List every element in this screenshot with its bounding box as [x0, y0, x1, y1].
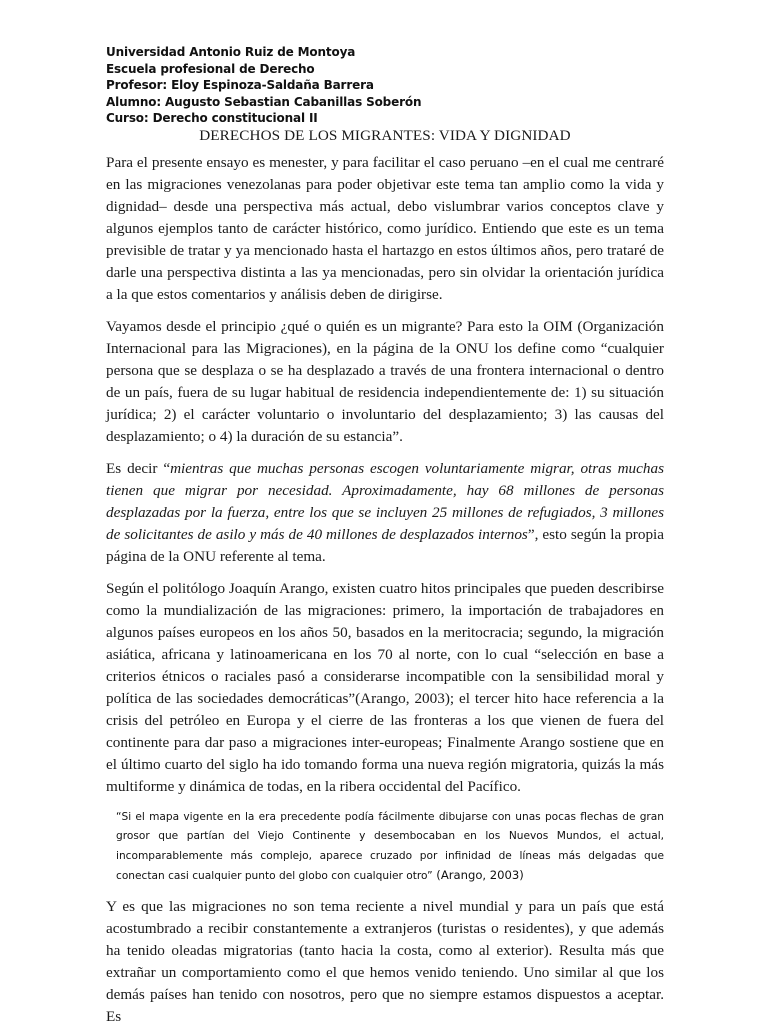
paragraph-migrant-definition: Vayamos desde el principio ¿qué o quién es un migrante? Para esto la OIM (Organización Internacional para las Migraciones), en la página de la ONU los define como “cualquier persona que se desplaza o se ha desplazado a través de una frontera internacional o dentro de un país, fuera de su lugar habitual de residencia independientemente de: 1) su situación jurídica; 2) el carácter voluntario o involuntario del desplazamiento; 3) las causas del desplazamiento; o 4) la duración de su estancia”.: [106, 317, 664, 445]
course-name: Curso: Derecho constitucional II: [106, 111, 318, 125]
document-title: DERECHOS DE LOS MIGRANTES: VIDA Y DIGNIDAD: [199, 126, 571, 144]
italic-quotation: mientras que muchas personas escogen voluntariamente migrar, otras muchas tienen que migrar por necesidad. Aproximadamente, hay 68 millones de personas desplazadas por la fuerza, entre los que se incluyen 25 millones de refugiados, 3 millones de solicitantes de asilo y más de 40 millones de desplazados internos: [106, 459, 664, 543]
paragraph-conclusion: Y es que las migraciones no son tema reciente a nivel mundial y para un país que está acostumbrado a recibir constantemente a extranjeros (turistas o residentes), y que además ha tenido oleadas migratorias (tanto hacia la costa, como al exterior). Resulta más que extrañar un comportamiento como el que hemos venido teniendo. Uno similar al que los demás países han tenido con nosotros, pero que no siempre estamos dispuestos a aceptar. Es: [106, 897, 664, 1025]
quote-citation: (Arango, 2003): [432, 868, 524, 883]
university-name: Universidad Antonio Ruiz de Montoya: [106, 45, 356, 59]
paragraph-arango-milestones: Según el politólogo Joaquín Arango, existen cuatro hitos principales que pueden describirse como la mundialización de las migraciones: primero, la importación de trabajadores en algunos países europeos en los años 50, basados en la meritocracia; segundo, la migración asiática, africana y latinoamericana en los 70 al norte, con lo cual “selección en base a criterios étnicos o raciales pasó a considerarse incompatible con la sensibilidad moral y política de las sociedades democráticas”(Arango, 2003); el tercer hito hace referencia a la crisis del petróleo en Europa y el cierre de las fronteras a los que vienen de fuera del continente para dar paso a migraciones inter-europeas; Finalmente Arango sostiene que en el último cuarto del siglo ha ido tomando forma una nueva región migratoria, quizás la más multiforme y dinámica de todas, en la ribera occidental del Pacífico.: [106, 579, 664, 795]
paragraph-tail: ”, esto según la propia página de la ONU referente al tema.: [106, 525, 664, 565]
paragraph-forced-migration: [106, 458, 664, 568]
school-name: Escuela profesional de Derecho: [106, 61, 315, 76]
quote-text: “Si el mapa vigente en la era precedente podía fácilmente dibujarse con unas pocas flechas de gran grosor que partían del Viejo Continente y desembocaban en los Nuevos Mundos, el actual, incomparablemente más complejo, aparece cruzado por infinidad de líneas más delgadas que conectan casi cualquier punto del globo con cualquier otro”: [116, 810, 664, 883]
paragraph-intro: Para el presente ensayo es menester, y para facilitar el caso peruano –en el cual me centraré en las migraciones venezolanas para poder objetivar este tema tan amplio como la vida y dignidad– desde una perspectiva más actual, debo vislumbrar varios conceptos clave y algunos ejemplos tanto de carácter histórico, como jurídico. Entiendo que este es un tema previsible de tratar y ya mencionado hasta el hartazgo en estos últimos años, pero trataré de darle una perspectiva distinta a las ya mencionadas, pero sin olvidar la orientación jurídica a la que estos comentarios y análisis deben de dirigirse.: [106, 153, 664, 303]
document-header: [106, 44, 664, 127]
paragraph-lead: Es decir “: [106, 459, 171, 477]
block-quote: [106, 808, 664, 887]
student-name: Alumno: Augusto Sebastian Cabanillas Soberón: [106, 94, 422, 109]
professor-name: Profesor: Eloy Espinoza-Saldaña Barrera: [106, 78, 374, 92]
